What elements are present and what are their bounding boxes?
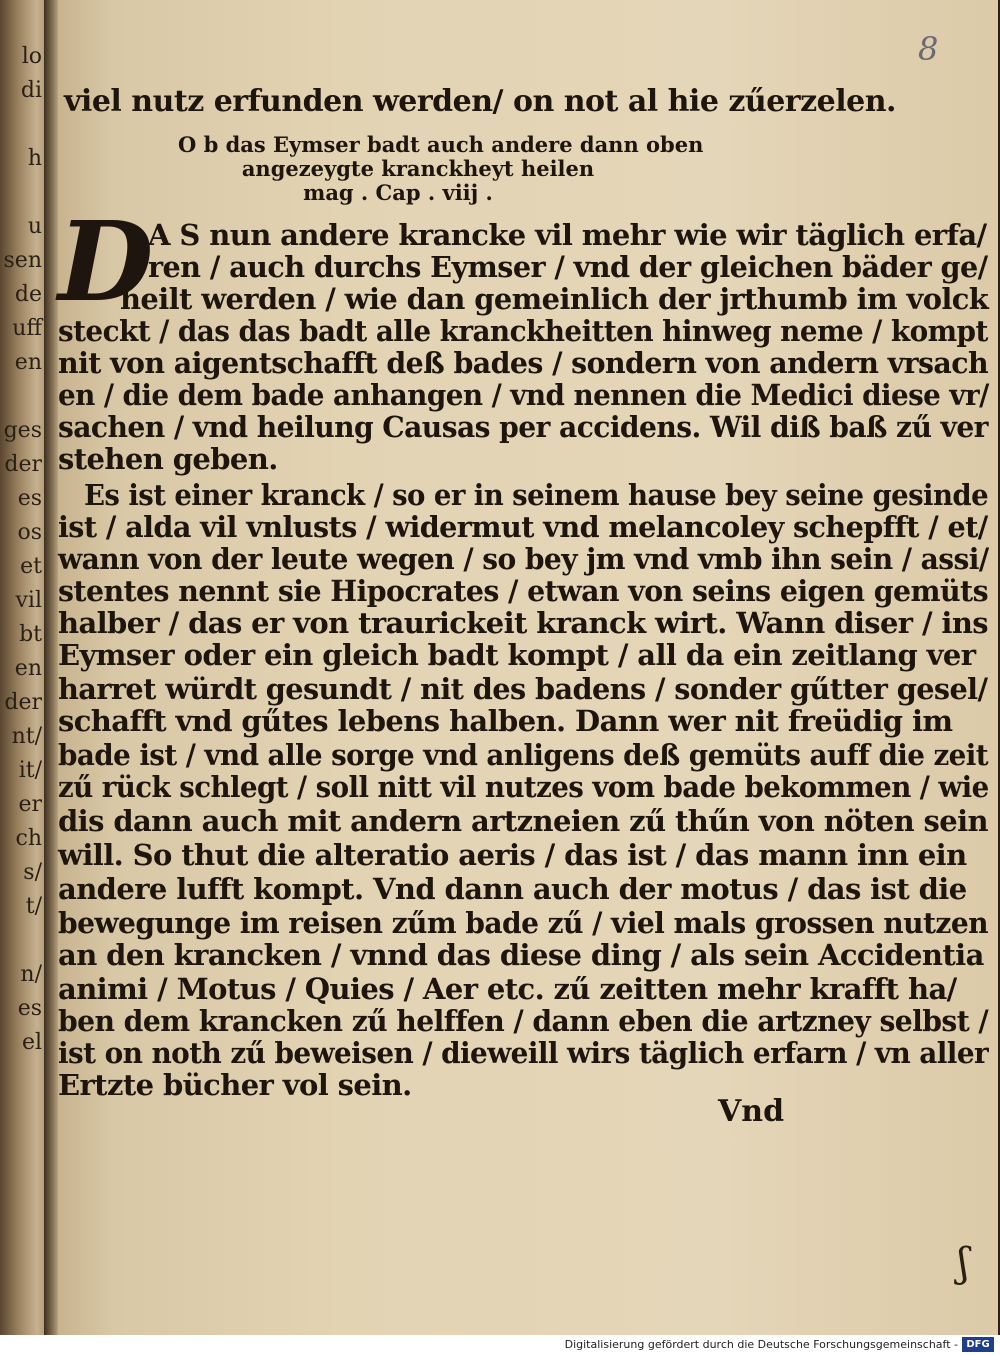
- body-line: ist on noth zű beweisen / dieweill wirs täglich erfarn / vn aller: [58, 1036, 989, 1070]
- body-line: sachen / vnd heilung Causas per accidens. Wil diß baß zű ver: [58, 410, 988, 444]
- chapter-title-line-1: O b das Eymser badt auch andere dann oben: [178, 132, 704, 157]
- body-line: halber / das er von traurickeit kranck wirt. Wann diser / ins: [58, 606, 989, 640]
- body-line: Eymser oder ein gleich badt kompt / all da ein zeitlang ver: [58, 638, 976, 672]
- body-line: Ertzte bücher vol sein.: [58, 1068, 412, 1102]
- ink-mark: ʃ: [958, 1240, 969, 1286]
- body-line: wann von der leute wegen / so bey jm vnd vmb ihn sein / assi/: [58, 542, 989, 576]
- body-line: schafft vnd gűtes lebens halben. Dann wer nit freüdig im: [58, 704, 953, 738]
- body-line: en / die dem bade anhangen / vnd nennen die Medici diese vr/: [58, 378, 989, 412]
- body-line: an den krancken / vnnd das diese ding / als sein Accidentia: [58, 938, 984, 972]
- body-line: stentes nennt sie Hipocrates / etwan von seins eigen gemüts: [58, 574, 989, 608]
- digitization-footer: [0, 1335, 1000, 1355]
- chapter-title-line-3: mag . Cap . viij .: [303, 180, 493, 205]
- body-line: animi / Motus / Quies / Aer etc. zű zeitten mehr krafft ha/: [58, 972, 957, 1006]
- dfg-logo: DFG: [962, 1337, 994, 1352]
- body-line: ren / auch durchs Eymser / vnd der gleichen bäder ge/: [148, 250, 988, 284]
- body-line: stehen geben.: [58, 442, 278, 476]
- decorated-initial: D: [58, 197, 154, 326]
- body-line: harret würdt gesundt / nit des badens / sonder gűtter gesel/: [58, 672, 988, 706]
- body-line: nit von aigentschafft deß bades / sondern von andern vrsach: [58, 346, 989, 380]
- body-line: ben dem krancken zű helffen / dann eben die artzney selbst /: [58, 1004, 989, 1038]
- body-line: steckt / das das badt alle kranckheitten hinweg neme / kompt: [58, 314, 988, 348]
- body-line: zű rück schlegt / soll nitt vil nutzes vom bade bekommen / wie: [58, 770, 989, 804]
- facing-page-text-fragments: lo di h u sen de uff en ges der es os et vil bt en der nt/ it/ er ch s/ t/ n/ es el: [3, 44, 42, 1055]
- body-line: Es ist einer kranck / so er in seinem hause bey seine gesinde: [84, 478, 989, 512]
- body-line: dis dann auch mit andern artzneien zű thűn von nöten sein: [58, 804, 989, 838]
- body-line: bade ist / vnd alle sorge vnd anligens deß gemüts auff die zeit: [58, 738, 989, 772]
- body-line: will. So thut die alteratio aeris / das ist / das mann inn ein: [58, 838, 967, 872]
- body-line: ist / alda vil vnlusts / widermut vnd melancoley schepfft / et/: [58, 510, 988, 544]
- chapter-title-line-2: angezeygte kranckheyt heilen: [241, 156, 595, 181]
- page-leaf: [58, 0, 998, 1335]
- body-line: andere lufft kompt. Vnd dann auch der motus / das ist die: [58, 872, 967, 906]
- catchword: Vnd: [718, 1094, 785, 1129]
- facing-page-edge: [0, 0, 46, 1335]
- body-line: heilt werden / wie dan gemeinlich der jrthumb im volck: [120, 282, 989, 316]
- body-line: bewegunge im reisen zűm bade zű / viel mals grossen nutzen: [58, 906, 989, 940]
- body-line: A S nun andere krancke vil mehr wie wir täglich erfa/: [148, 218, 987, 252]
- running-text-head: viel nutz erfunden werden/ on not al hie zűerzelen.: [64, 84, 896, 119]
- page-number: 8: [918, 30, 939, 68]
- funding-notice: Digitalisierung gefördert durch die Deutsche Forschungsgemeinschaft -: [564, 1338, 958, 1351]
